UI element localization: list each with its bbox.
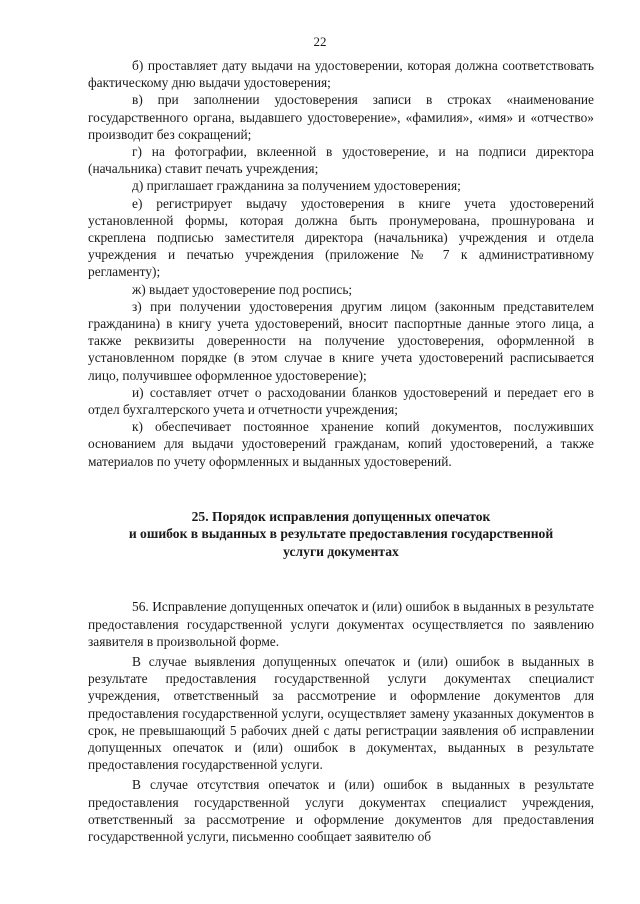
paragraph-zh: ж) выдает удостоверение под роспись; bbox=[132, 281, 353, 297]
section-heading-line-2: и ошибок в выданных в результате предоставления государственной bbox=[128, 526, 554, 542]
paragraph-v: в) при заполнении удостоверения записи в строках «наименование государственного органа, выдавшего удостоверение», «фамилия», «имя» и «отчество» производит без сокращений; bbox=[88, 92, 594, 142]
paragraph-no-errors: В случае отсутствия опечаток и (или) ошибок в выданных в результате предоставления государственной услуги документах специалист учреждения, ответственный за рассмотрение и оформление документов для предоставления государственной услуги, письменно сообщает заявителю об bbox=[88, 777, 594, 845]
paragraph-e: е) регистрирует выдачу удостоверения в книге учета удостоверений установленной формы, которая должна быть пронумерована, прошнурована и скреплена подписью заместителя директора (начальника) учреждения и отдела учреждения и печатью учреждения (приложение № 7 к административному регламенту); bbox=[88, 195, 594, 280]
paragraph-i: и) составляет отчет о расходовании бланков удостоверений и передает его в отдел бухгалтерского учета и отчетности учреждения; bbox=[88, 384, 594, 418]
paragraph-56: 56. Исправление допущенных опечаток и (или) ошибок в выданных в результате предоставления государственной услуги документах осуществляется по заявлению заявителя в произвольной форме. bbox=[88, 599, 594, 649]
paragraph-b: б) проставляет дату выдачи на удостоверении, которая должна соответствовать фактическому дню выдачи удостоверения; bbox=[88, 58, 594, 91]
paragraph-d: д) приглашает гражданина за получением удостоверения; bbox=[132, 178, 461, 194]
paragraph-z: з) при получении удостоверения другим лицом (законным представителем гражданина) в книгу учета удостоверений, вносит паспортные данные этого лица, а также реквизиты доверенности на получение удостоверения, оформленной в установленном порядке (в этом случае в книге учета удостоверений расписывается лицо, получившее оформленное удостоверение); bbox=[88, 298, 594, 383]
paragraph-errors-found: В случае выявления допущенных опечаток и (или) ошибок в выданных в результате предоставления государственной услуги документах специалист учреждения, ответственный за рассмотрение и оформление документов для предоставления государственной услуги, осуществляет замену указанных документов в срок, не превышающий 5 рабочих дней с даты регистрации заявления об исправлении допущенных опечаток и (или) ошибок в документах, выданных в результате предоставления государственной услуги. bbox=[88, 653, 594, 773]
document-body bbox=[88, 57, 594, 845]
paragraph-g: г) на фотографии, вклеенной в удостоверение, и на подписи директора (начальника) ставит печать учреждения; bbox=[88, 144, 594, 177]
page-number: 22 bbox=[313, 34, 327, 49]
section-heading bbox=[88, 508, 594, 561]
paragraph-k: к) обеспечивает постоянное хранение копий документов, послуживших основанием для выдачи удостоверений гражданам, копий удостоверений, а также материалов по учету оформленных и выданных удостоверений. bbox=[88, 419, 594, 469]
section-heading-line-1: 25. Порядок исправления допущенных опечаток bbox=[191, 508, 491, 524]
section-heading-line-3: услуги документах bbox=[283, 543, 399, 559]
